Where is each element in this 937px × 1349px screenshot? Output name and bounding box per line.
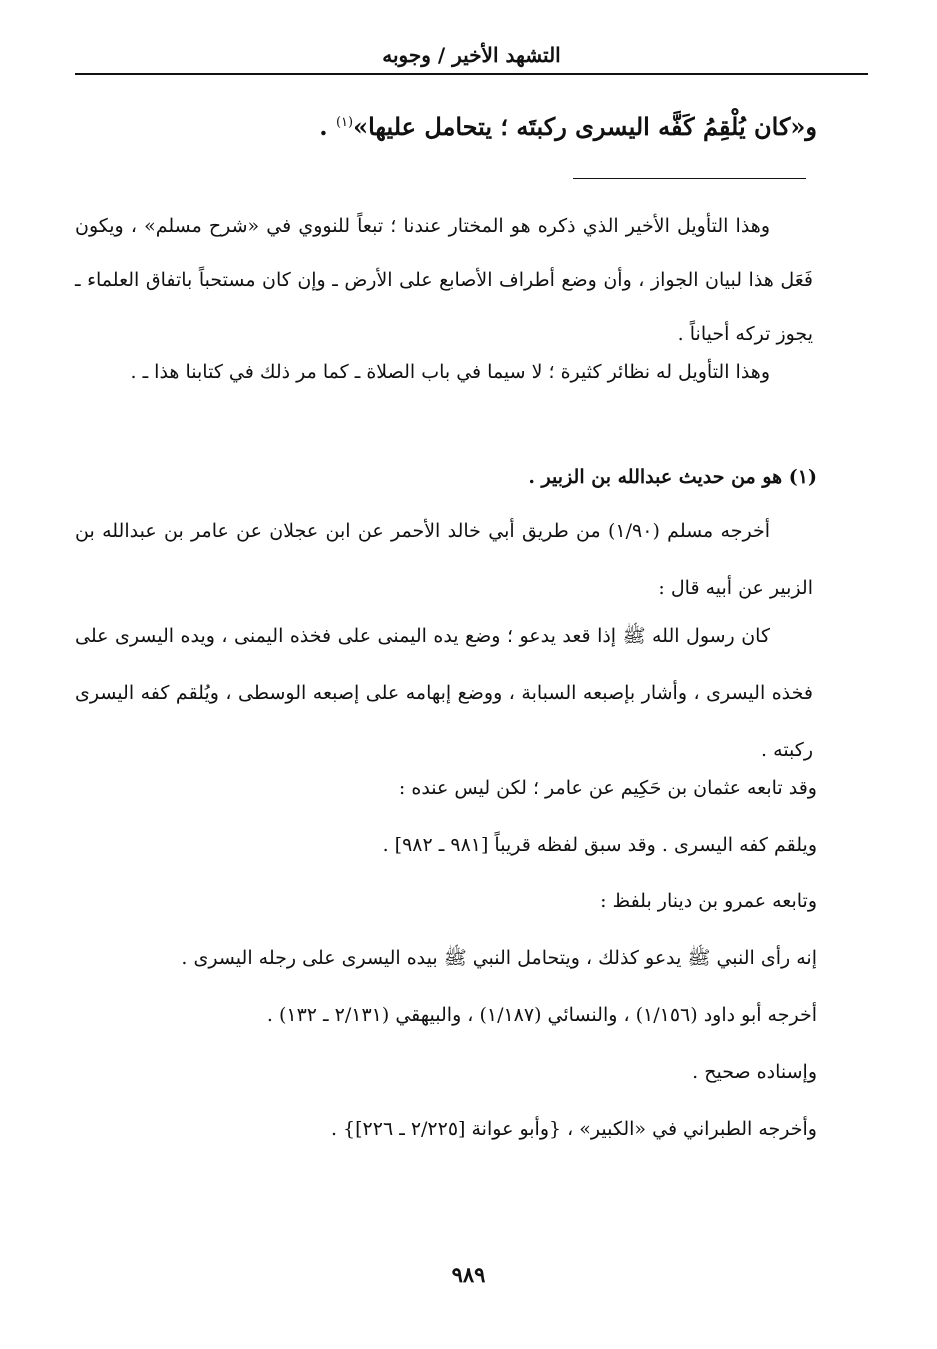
footnote-takhrij-muslim: أخرجه مسلم (١/٩٠) من طريق أبي خالد الأحمر عن ابن عجلان عن عامر بن عبدالله بن الزبير عن أبيه قال : — [75, 520, 813, 599]
main-text: و«كان يُلْقِمُ كَفَّه اليسرى ركبتَه ؛ يتحامل عليها» — [353, 112, 817, 141]
footnote-isnad-line: وإسناده صحيح . — [692, 1061, 817, 1083]
paragraph-similar-cases: وهذا التأويل له نظائر كثيرة ؛ لا سيما في باب الصلاة ـ كما مر ذلك في كتابنا هذا ـ . — [130, 361, 770, 383]
footnote-tabarani-line: وأخرجه الطبراني في «الكبير» ، {وأبو عوانة [٢/٢٢٥ ـ ٢٢٦]} . — [330, 1118, 817, 1140]
paragraph-preferred-interpretation: وهذا التأويل الأخير الذي ذكره هو المختار عندنا ؛ تبعاً للنووي في «شرح مسلم» ، ويكون فَعَل هذا لبيان الجواز ، وأن وضع أطراف الأصابع على الأرض ـ وإن كان مستحباً باتفاق العلماء ـ يجوز تركه أحياناً . — [75, 215, 813, 345]
page-number: ٩٨٩ — [451, 1262, 486, 1287]
footnote-reference: (١) — [335, 115, 354, 130]
main-text-trail: . — [319, 112, 336, 141]
header-rule — [75, 73, 868, 75]
footnote-heading: (١) هو من حديث عبدالله بن الزبير . — [528, 466, 817, 488]
footnote-sources-line: أخرجه أبو داود (١/١٥٦) ، والنسائي (١/١٨٧) ، والبيهقي (٢/١٣١ ـ ١٣٢) . — [266, 1004, 817, 1026]
running-header: التشهد الأخير / وجوبه — [382, 43, 561, 67]
footnote-separator — [573, 178, 806, 179]
footnote-uthman-line: وقد تابعه عثمان بن حَكِيم عن عامر ؛ لكن ليس عنده : — [398, 777, 817, 799]
footnote-hadith-amr: إنه رأى النبي ﷺ يدعو كذلك ، ويتحامل النبي ﷺ بيده اليسرى على رجله اليسرى . — [181, 947, 817, 969]
footnote-yulqim-line: ويلقم كفه اليسرى . وقد سبق لفظه قريباً [٩٨١ ـ ٩٨٢] . — [382, 834, 817, 856]
footnote-hadith-text: كان رسول الله ﷺ إذا قعد يدعو ؛ وضع يده اليمنى على فخذه اليمنى ، ويده اليسرى على فخذه اليسرى ، وأشار بإصبعه السبابة ، ووضع إبهامه على إصبعه الوسطى ، ويُلقم كفه اليسرى ركبته . — [75, 625, 813, 761]
main-text-line — [319, 100, 817, 150]
footnote-amr-line: وتابعه عمرو بن دينار بلفظ : — [600, 890, 817, 912]
